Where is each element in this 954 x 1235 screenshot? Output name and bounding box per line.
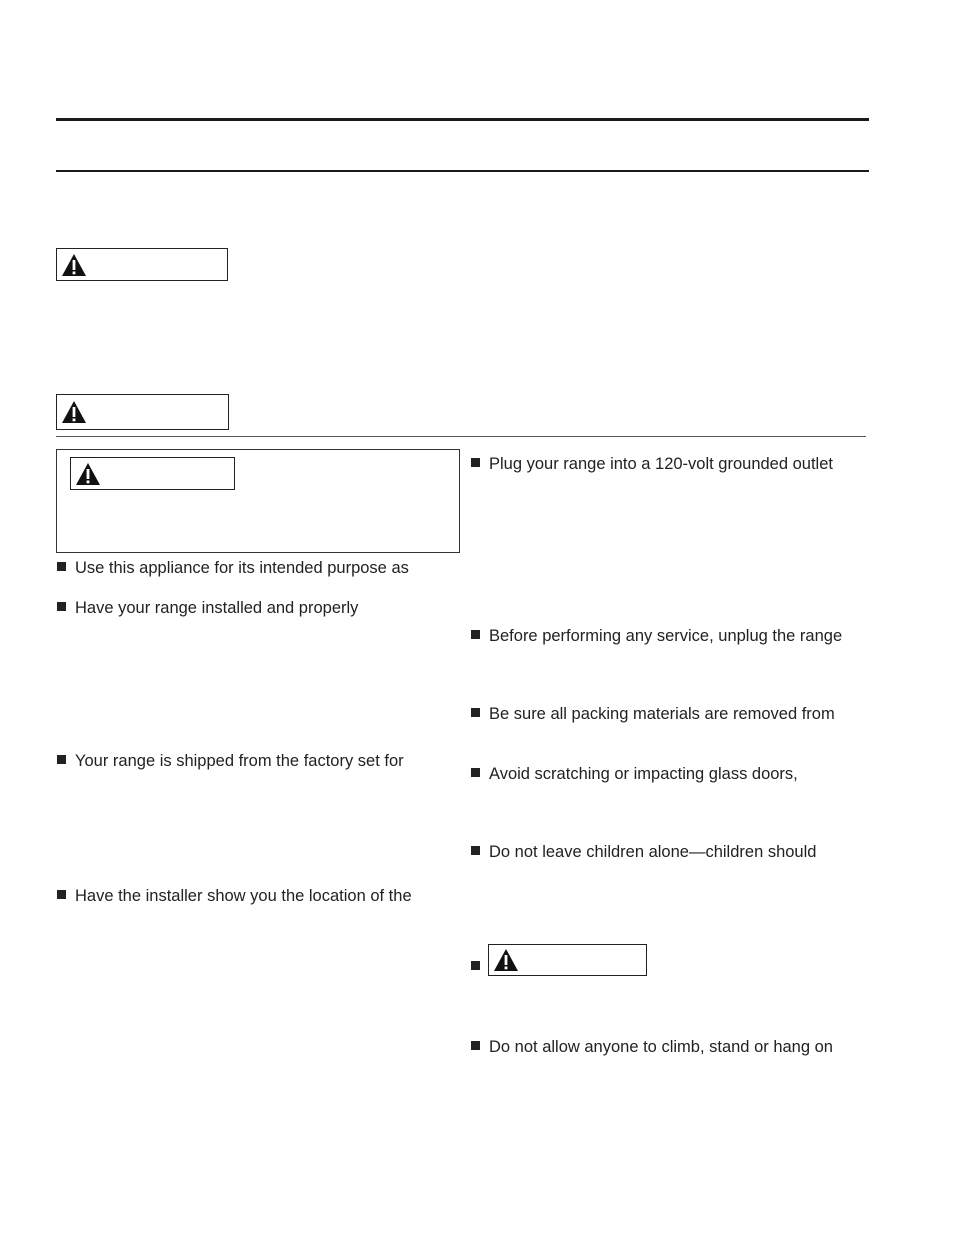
warning-triangle-icon bbox=[75, 462, 101, 486]
warning-triangle-icon bbox=[493, 948, 519, 972]
bullet-square-icon bbox=[471, 1041, 480, 1050]
bullet-square-icon bbox=[57, 562, 66, 571]
bullet-installer-location: Have the installer show you the location of the bbox=[57, 886, 412, 906]
warning-triangle-icon bbox=[61, 253, 87, 277]
bullet-square-icon bbox=[471, 708, 480, 717]
bullet-intended-purpose: Use this appliance for its intended purpose as bbox=[57, 558, 409, 578]
bullet-square-icon bbox=[471, 458, 480, 467]
bullet-square-icon bbox=[57, 602, 66, 611]
bullet-factory-set: Your range is shipped from the factory set for bbox=[57, 751, 404, 771]
bullet-square-icon bbox=[57, 890, 66, 899]
warning-box-3 bbox=[70, 457, 235, 490]
bullet-grounded-outlet: Plug your range into a 120-volt grounded outlet bbox=[471, 454, 833, 474]
bullet-installed-properly: Have your range installed and properly bbox=[57, 598, 358, 618]
bullet-square-icon bbox=[57, 755, 66, 764]
warning-box-1 bbox=[56, 248, 228, 281]
warning-triangle-icon bbox=[61, 400, 87, 424]
bullet-unplug-range: Before performing any service, unplug the range bbox=[471, 626, 842, 646]
bullet-children-alone: Do not leave children alone—children should bbox=[471, 842, 816, 862]
bullet-square-icon bbox=[471, 630, 480, 639]
bullet-square-icon bbox=[471, 961, 480, 970]
warning-box-2 bbox=[56, 394, 229, 430]
warning-box-4 bbox=[488, 944, 647, 976]
bullet-square-icon bbox=[471, 768, 480, 777]
header-rule-top bbox=[56, 118, 869, 121]
bullet-climb-stand-hang: Do not allow anyone to climb, stand or hang on bbox=[471, 1037, 833, 1057]
header-rule-bottom bbox=[56, 170, 869, 172]
bullet-square-icon bbox=[471, 846, 480, 855]
bullet-glass-doors: Avoid scratching or impacting glass doors, bbox=[471, 764, 798, 784]
bullet-packing-materials: Be sure all packing materials are removed from bbox=[471, 704, 835, 724]
section-divider bbox=[56, 436, 866, 437]
